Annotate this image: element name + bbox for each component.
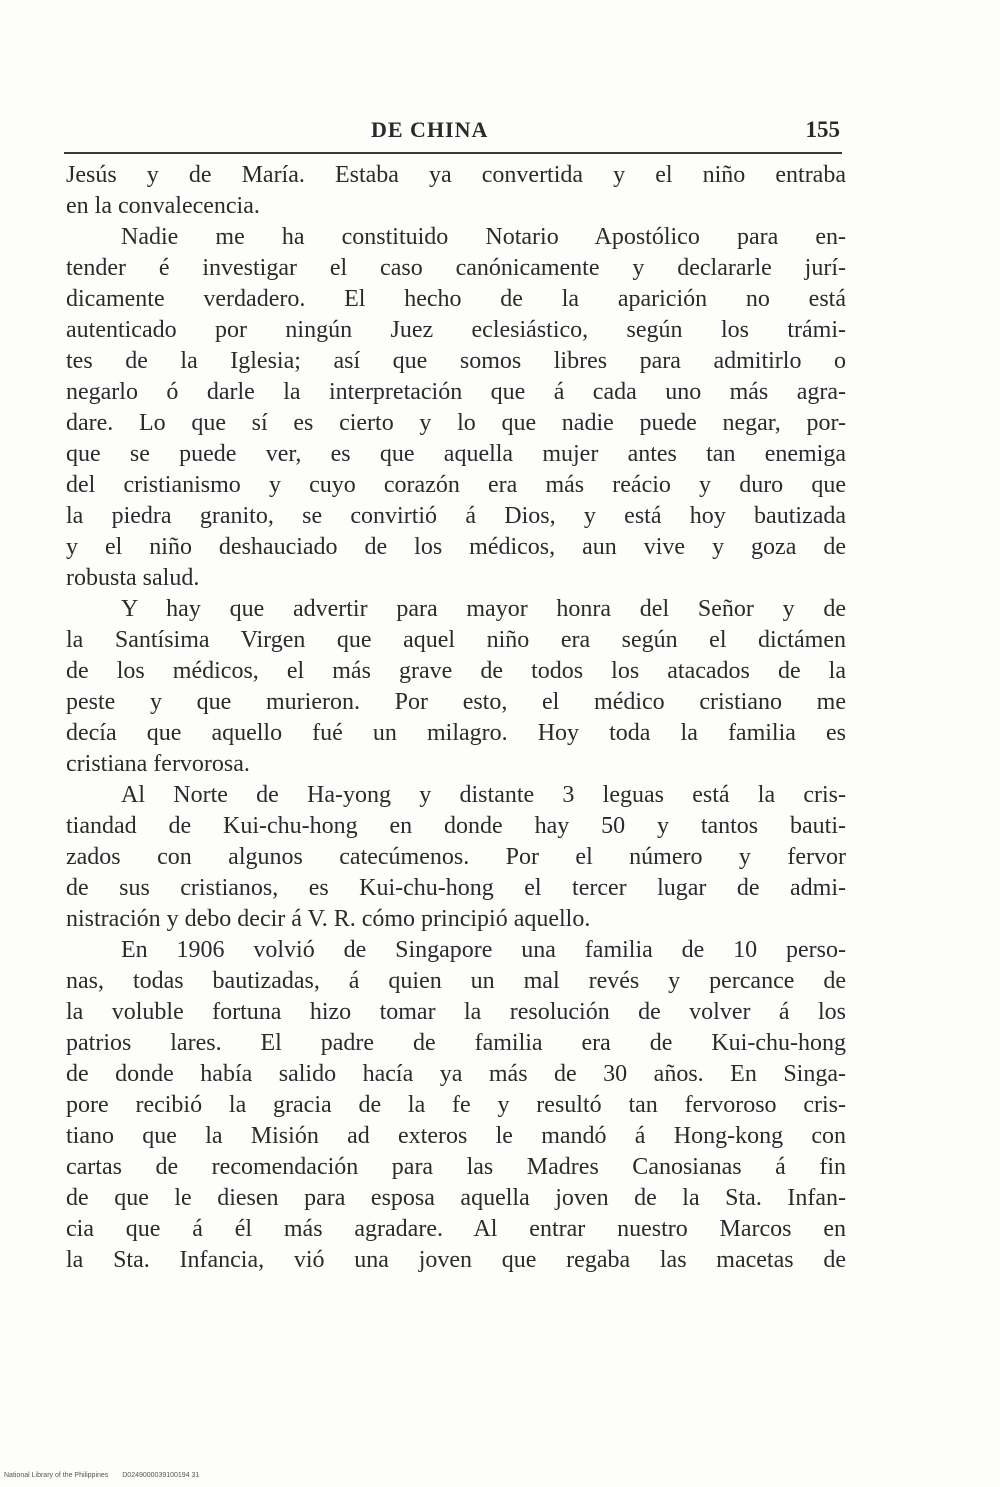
text-line: dare. Lo que sí es cierto y lo que nadie puede negar, por- <box>66 410 846 436</box>
text-line: de los médicos, el más grave de todos los atacados de la <box>66 658 846 684</box>
scan-footer <box>4 1472 211 1479</box>
text-line: negarlo ó darle la interpretación que á cada uno más agra- <box>66 379 846 405</box>
text-line: patrios lares. El padre de familia era de Kui-chu-hong <box>66 1030 846 1056</box>
body-text <box>66 160 846 1276</box>
text-line: robusta salud. <box>66 565 200 591</box>
text-line: que se puede ver, es que aquella mujer antes tan enemiga <box>66 441 846 467</box>
text-line: del cristianismo y cuyo corazón era más reácio y duro que <box>66 472 846 498</box>
text-line: pore recibió la gracia de la fe y resultó tan fervoroso cris- <box>66 1092 846 1118</box>
text-line: de que le diesen para esposa aquella joven de la Sta. Infan- <box>66 1185 846 1211</box>
text-line: dicamente verdadero. El hecho de la aparición no está <box>66 286 846 312</box>
text-line: nas, todas bautizadas, á quien un mal revés y percance de <box>66 968 846 994</box>
header-rule <box>64 152 842 154</box>
text-line: Y hay que advertir para mayor honra del Señor y de <box>121 596 846 622</box>
running-title: DE CHINA <box>371 117 489 142</box>
text-line: nistración y debo decir á V. R. cómo principió aquello. <box>66 906 591 932</box>
footer-library: National Library of the Philippines <box>4 1472 109 1479</box>
text-line: tiano que la Misión ad exteros le mandó á Hong-kong con <box>66 1123 846 1149</box>
text-line: la voluble fortuna hizo tomar la resolución de volver á los <box>66 999 846 1025</box>
text-line: En 1906 volvió de Singapore una familia de 10 perso- <box>121 937 846 963</box>
footer-identifier: D0249000039100194 31 <box>122 1472 200 1479</box>
text-line: cia que á él más agradare. Al entrar nuestro Marcos en <box>66 1216 846 1242</box>
text-line: Jesús y de María. Estaba ya convertida y el niño entraba <box>66 162 846 188</box>
page-header <box>66 117 840 147</box>
text-line: peste y que murieron. Por esto, el médico cristiano me <box>66 689 846 715</box>
text-line: tender é investigar el caso canónicamente y declararle jurí- <box>66 255 846 281</box>
text-line: cristiana fervorosa. <box>66 751 250 777</box>
text-line: tes de la Iglesia; así que somos libres para admitirlo o <box>66 348 846 374</box>
text-line: la Sta. Infancia, vió una joven que regaba las macetas de <box>66 1247 846 1273</box>
text-line: en la convalecencia. <box>66 193 260 219</box>
text-line: Al Norte de Ha-yong y distante 3 leguas está la cris- <box>121 782 846 808</box>
text-line: tiandad de Kui-chu-hong en donde hay 50 y tantos bauti- <box>66 813 846 839</box>
text-line: decía que aquello fué un milagro. Hoy toda la familia es <box>66 720 846 746</box>
text-line: zados con algunos catecúmenos. Por el número y fervor <box>66 844 846 870</box>
text-line: la Santísima Virgen que aquel niño era según el dictámen <box>66 627 846 653</box>
text-line: Nadie me ha constituido Notario Apostólico para en- <box>121 224 846 250</box>
text-line: de donde había salido hacía ya más de 30 años. En Singa- <box>66 1061 846 1087</box>
text-line: autenticado por ningún Juez eclesiástico, según los trámi- <box>66 317 846 343</box>
text-line: la piedra granito, se convirtió á Dios, y está hoy bautizada <box>66 503 846 529</box>
text-line: cartas de recomendación para las Madres Canosianas á fin <box>66 1154 846 1180</box>
text-line: y el niño deshauciado de los médicos, aun vive y goza de <box>66 534 846 560</box>
text-line: de sus cristianos, es Kui-chu-hong el tercer lugar de admi- <box>66 875 846 901</box>
page-number: 155 <box>805 117 840 142</box>
